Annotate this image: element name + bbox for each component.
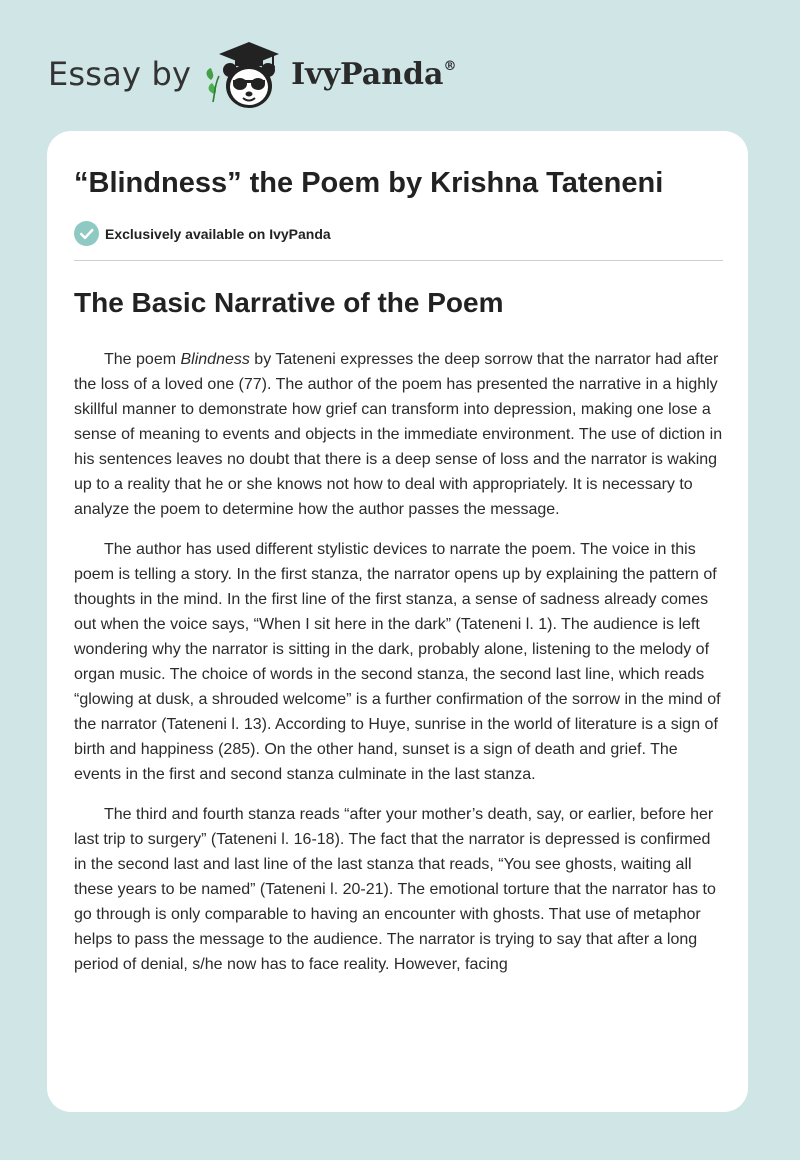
essay-card <box>47 131 748 1112</box>
site-header <box>48 36 456 112</box>
brand-name[interactable] <box>291 57 456 92</box>
paragraph-1-rest: by Tateneni expresses the deep sorrow that the narrator had after the loss of a loved one (77). The author of the poem has presented the narrative in a highly skillful manner to demonstrate how grief can transform into depression, making one lose a sense of meaning to events and objects in the immediate environment. The use of diction in his sentences leaves no doubt that there is a deep sense of loss and the narrator is waking up to a reality that he or she knows not how to deal with appropriately. It is necessary to analyze the poem to determine how the author passes the message. <box>74 351 723 518</box>
section-heading: The Basic Narrative of the Poem <box>74 287 504 318</box>
paragraph-3: The third and fourth stanza reads “after your mother’s death, say, or earlier, before her last trip to surgery” (Tateneni l. 16-18). The fact that the narrator is depressed is confirmed in the second last and last line of the last stanza that reads, “You see ghosts, waiting all these years to be named” (Tateneni l. 20-21). The emotional torture that the narrator has to go through is only comparable to having an encounter with ghosts. That use of metaphor helps to pass the message to the audience. The narrator is trying to say that after a long period of denial, s/he now has to face reality. However, facing <box>74 806 716 973</box>
poem-title-italic: Blindness <box>180 351 250 368</box>
page-title: “Blindness” the Poem by Krishna Tateneni <box>74 167 664 199</box>
brand-name-text: IvyPanda <box>291 56 444 92</box>
panda-logo-icon[interactable] <box>203 36 287 112</box>
checkmark-icon <box>74 221 99 246</box>
essay-content <box>74 163 723 977</box>
paragraph-2: The author has used different stylistic devices to narrate the poem. The voice in this poem is telling a story. In the first stanza, the narrator opens up by explaining the pattern of thoughts in the mind. In the first line of the first stanza, a sense of sadness already comes out when the voice says, “When I sit here in the dark” (Tateneni l. 1). The audience is left wondering why the narrator is sitting in the dark, probably alone, listening to the melody of organ music. The choice of words in the second stanza, the second last line, which reads “glowing at dusk, a shrouded welcome” is a further confirmation of the sorrow in the mind of the narrator (Tateneni l. 13). According to Huye, sunrise in the world of literature is a sign of birth and happiness (285). On the other hand, sunset is a sign of death and grief. The events in the first and second stanza culminate in the last stanza. <box>74 541 721 783</box>
paragraph-1 <box>74 347 723 522</box>
paragraph-1-lead: The poem <box>104 351 181 368</box>
registered-mark: ® <box>443 58 457 74</box>
exclusive-badge-label: Exclusively available on IvyPanda <box>105 225 331 242</box>
essay-by-label: Essay by <box>48 55 192 93</box>
ivy-leaf-icon <box>207 68 220 102</box>
divider <box>74 260 723 261</box>
exclusive-badge <box>74 221 723 246</box>
